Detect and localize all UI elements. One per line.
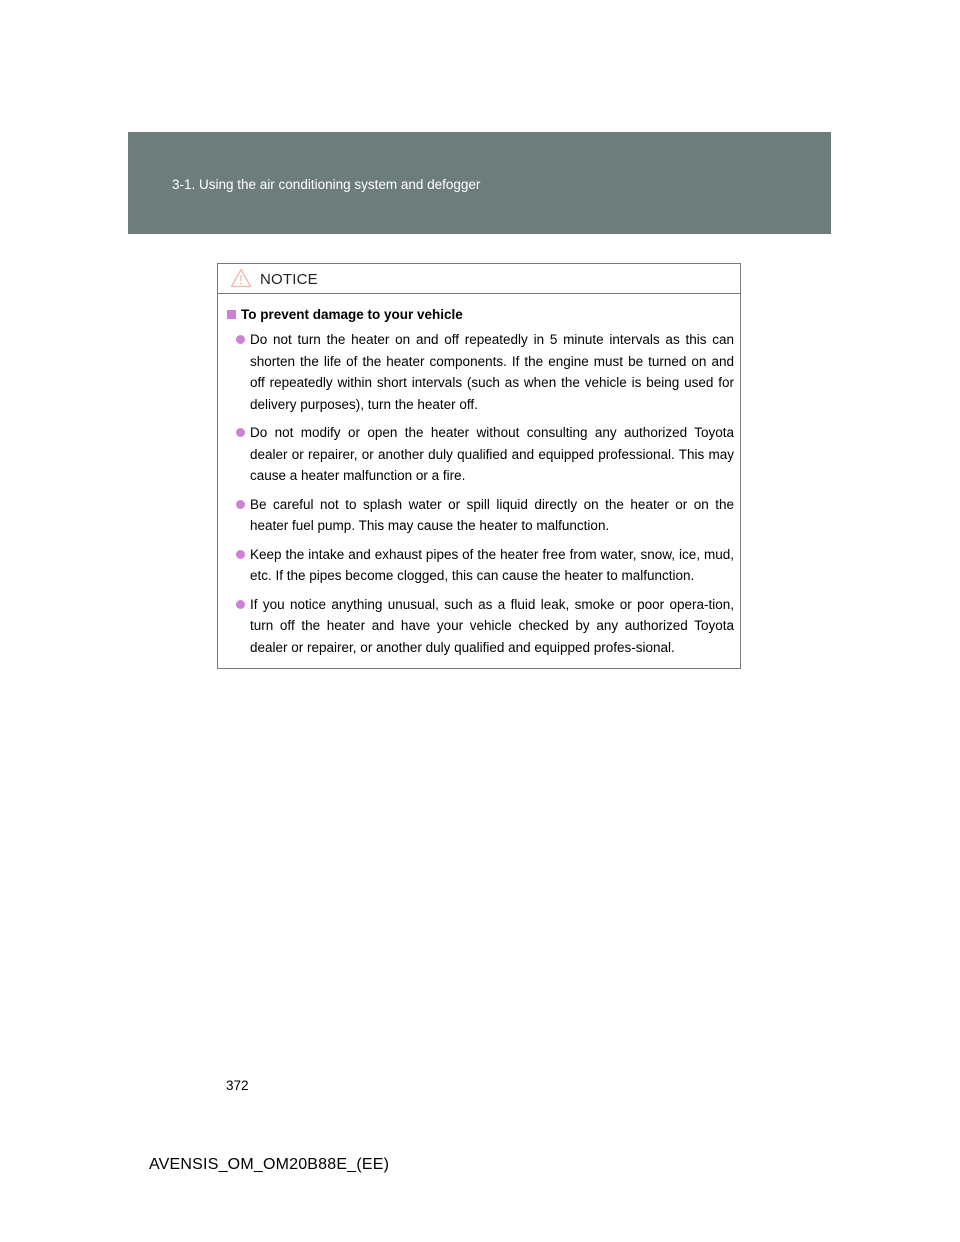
circle-bullet-icon <box>236 428 245 437</box>
list-item <box>226 494 734 537</box>
list-item <box>226 329 734 415</box>
notice-bullet-list <box>226 329 734 658</box>
list-item <box>226 422 734 487</box>
document-code: AVENSIS_OM_OM20B88E_(EE) <box>149 1156 390 1173</box>
notice-box <box>217 263 741 669</box>
page-number: 372 <box>226 1078 249 1093</box>
notice-label: NOTICE <box>260 271 318 288</box>
list-item <box>226 594 734 659</box>
section-header-band <box>128 132 831 234</box>
list-item-text: If you notice anything unusual, such as a fluid leak, smoke or poor opera-tion, turn off the heater and have your vehicle checked by any authorized Toyota dealer or repairer, or another duly qualified and equipped profes-sional. <box>250 596 734 655</box>
list-item-text: Keep the intake and exhaust pipes of the heater free from water, snow, ice, mud, etc. If the pipes become clogged, this can cause the heater to malfunction. <box>250 546 734 583</box>
square-bullet-icon <box>227 310 236 319</box>
list-item-text: Do not turn the heater on and off repeatedly in 5 minute intervals as this can shorten the life of the heater components. If the engine must be turned on and off repeatedly within short intervals (such as when the vehicle is being used for delivery purposes), turn the heater off. <box>250 332 734 412</box>
warning-triangle-icon <box>230 268 252 288</box>
list-item <box>226 544 734 587</box>
section-title: 3-1. Using the air conditioning system and defogger <box>172 177 481 192</box>
notice-heading <box>226 306 734 324</box>
list-item-text: Do not modify or open the heater without consulting any authorized Toyota dealer or repairer, or another duly qualified and equipped professional. This may cause a heater malfunction or a fire. <box>250 425 734 483</box>
notice-body <box>218 294 740 658</box>
circle-bullet-icon <box>236 600 245 609</box>
circle-bullet-icon <box>236 335 245 344</box>
list-item-text: Be careful not to splash water or spill liquid directly on the heater or on the heater fuel pump. This may cause the heater to malfunction. <box>250 496 734 533</box>
circle-bullet-icon <box>236 550 245 559</box>
circle-bullet-icon <box>236 500 245 509</box>
notice-heading-text: To prevent damage to your vehicle <box>241 307 463 322</box>
notice-header <box>218 264 740 294</box>
